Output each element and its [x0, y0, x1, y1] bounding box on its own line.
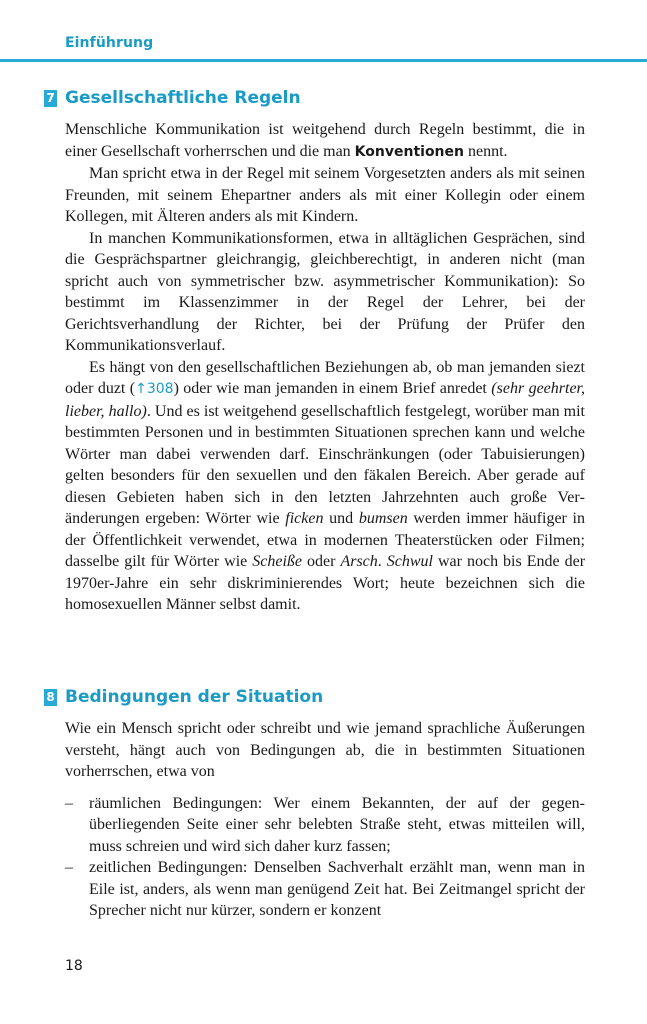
- example-greetings: (sehr geehrter, lieber, hallo): [65, 380, 585, 420]
- paragraph: In manchen Kommunikationsformen, etwa in alltäglichen Gesprächen, sind die Gesprächspartner gleichrangig, gleichberechtigt, in anderen nicht (man spricht auch von symmetrischer bzw. asymmetrischer Kommunikation): So bestimmt im Klassenzimmer in der Regel der Lehrer, bei der Gerichtsverhandlung der Richter, bei der Prüfung der Prüfer den Kommunikationsverlauf.: [65, 229, 585, 354]
- page-number: 18: [65, 958, 83, 974]
- list-item-text: zeitlichen Bedingungen: Denselben Sachverhalt erzählt man, wenn man in Eile ist, anders, als wenn man genügend Zeit hat. Bei Zeitmangel spricht der Sprecher nicht nur kürzer, sondern er konzent: [89, 859, 585, 919]
- example-word: Schwul: [386, 553, 433, 570]
- text-run: . Und es ist weitgehend gesellschaftlich festgelegt, worüber man mit bestimmten Personen und in bestimmten Situationen sprechen kann und welche Wörter man dabei verwenden darf. Einschränkungen (oder Tabuisierungen) gelten besonders für den sexuellen und den fäkalen Bereich. Aber gerade auf diesen Gebieten haben sich in den letzten Jahrzehnten auch große Veränderungen ergeben: Wörter wie: [65, 402, 586, 527]
- list-item: [65, 793, 585, 858]
- example-word: Arsch: [340, 553, 378, 570]
- section-title: Bedingungen der Situation: [65, 687, 324, 707]
- paragraph: Man spricht etwa in der Regel mit seinem Vorgesetzten anders als mit seinen Freunden, mit seinem Ehepartner anders als mit einer Kollegin oder einem Kollegen, mit Älteren anders als mit Kindern.: [65, 165, 585, 225]
- paragraph: [65, 119, 585, 163]
- dash-bullet: –: [65, 794, 73, 812]
- section-number-badge: 8: [44, 689, 57, 706]
- text-run: Menschliche Kommunikation ist weitgehend durch Regeln bestimmt, die in einer Gesellschaft vorherrschen und die man: [65, 121, 585, 160]
- paragraph: Wie ein Mensch spricht oder schreibt und wie jemand sprachliche Äußerungen versteht, hängt auch von Bedingungen ab, die in bestimmten Situationen vorherrschen, etwa von: [65, 720, 585, 780]
- section-8-body: [65, 718, 585, 922]
- running-header: Einführung: [65, 35, 154, 51]
- list-item-text: räumlichen Bedingungen: Wer einem Bekannten, der auf der gegenüberliegenden Seite einer sehr belebten Straße steht, etwas mitteilen will, muss schreien und wird sich daher kurz fassen;: [89, 794, 585, 855]
- section-8-heading: [44, 687, 585, 707]
- paragraph: [65, 357, 585, 616]
- section-number-badge: 7: [44, 90, 57, 107]
- dash-bullet: –: [65, 859, 73, 876]
- list-item: [65, 857, 585, 922]
- condition-list: [65, 793, 585, 922]
- text-run: werden immer häufiger in der Öffentlichkeit verwendet, etwa in modernen Theaterstücken oder Filmen; dasselbe gilt für Wörter wie: [65, 510, 586, 570]
- section-title: Gesellschaftliche Regeln: [65, 88, 301, 108]
- section-7: [44, 88, 585, 616]
- cross-reference-link[interactable]: ↑308: [135, 381, 174, 397]
- header-rule: [0, 59, 647, 62]
- text-run: .: [377, 553, 387, 570]
- keyword-conventions: Konventionen: [354, 143, 464, 160]
- section-7-heading: [44, 88, 585, 108]
- text-run: oder: [302, 553, 341, 570]
- section-7-body: [65, 119, 585, 616]
- text-run: Es hängt von den gesellschaftlichen Beziehungen ab, ob man jemanden siezt oder duzt (: [65, 358, 585, 397]
- example-word: Scheiße: [252, 553, 303, 570]
- section-8: [44, 687, 585, 922]
- text-run: war noch bis Ende der 1970er-Jahre ein sehr diskriminierendes Wort; heute bezeichnen sich die homosexuellen Männer selbst damit.: [65, 553, 586, 613]
- text-run: nennt.: [464, 142, 508, 160]
- example-word: bumsen: [358, 510, 408, 527]
- example-word: ficken: [285, 510, 324, 527]
- text-run: ) oder wie man jemanden in einem Brief anredet: [173, 380, 492, 397]
- text-run: und: [323, 510, 359, 527]
